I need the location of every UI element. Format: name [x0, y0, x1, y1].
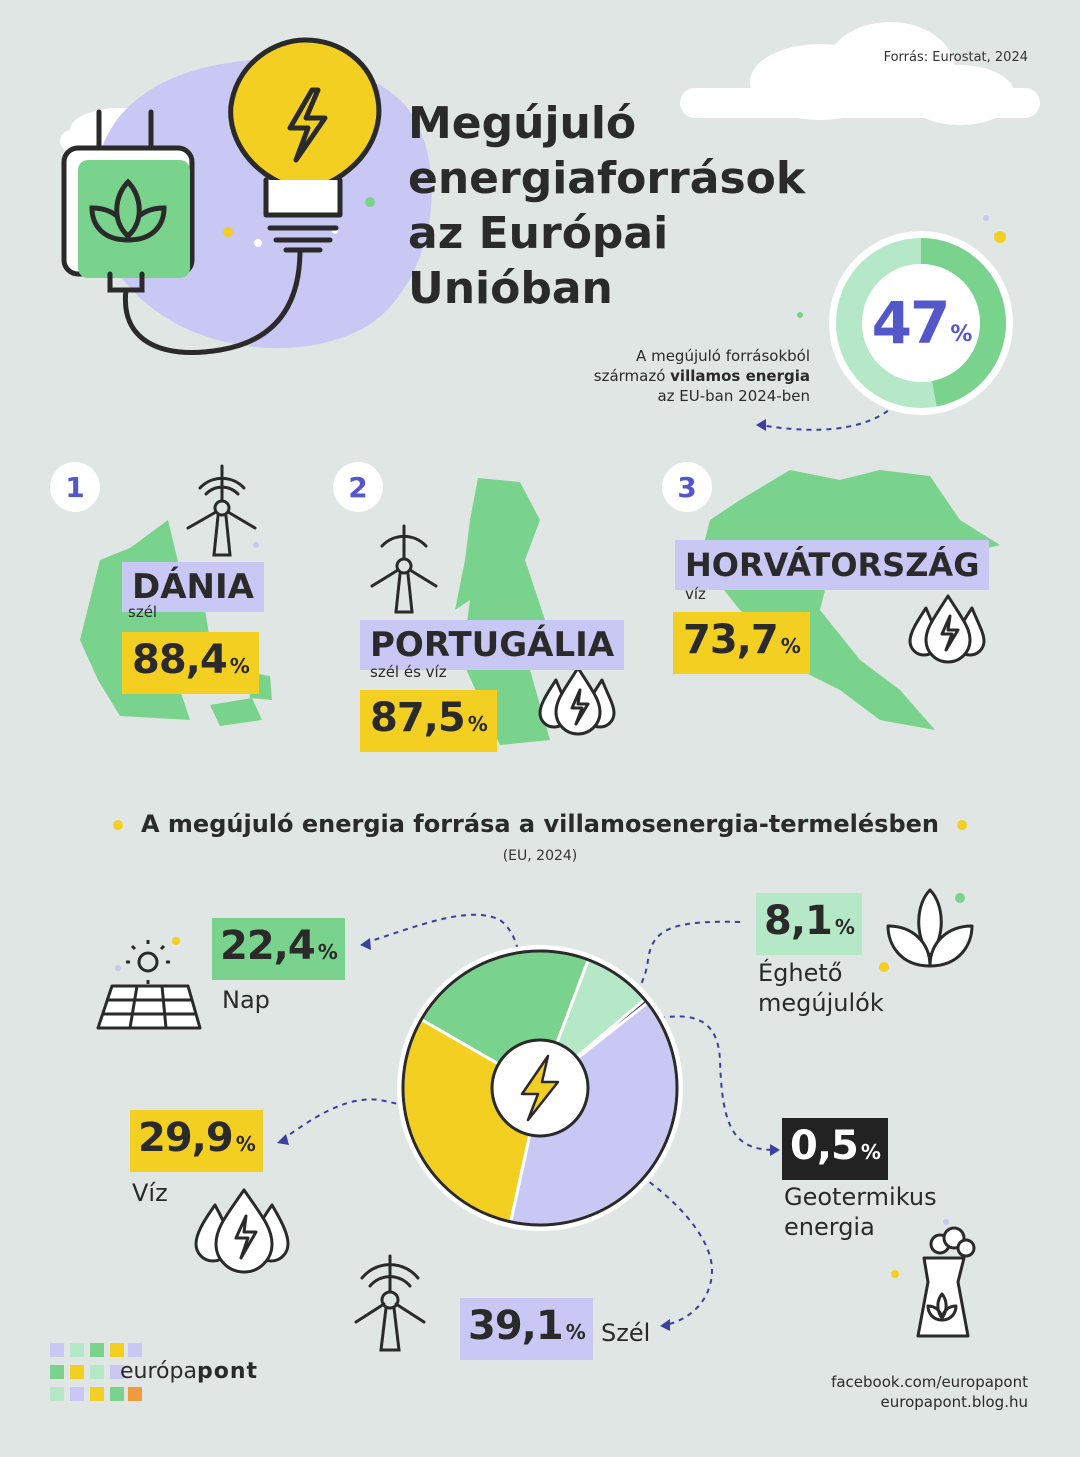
- footer-links: [831, 1372, 1028, 1412]
- facebook-link[interactable]: facebook.com/europapont: [831, 1373, 1028, 1391]
- country-unit: %: [467, 712, 487, 736]
- country-percentage: [673, 612, 810, 674]
- slice-value-label: [212, 918, 345, 980]
- slice-category-label: Nap: [222, 986, 270, 1014]
- chart-title: [0, 810, 1080, 838]
- water-drops-icon: [540, 668, 614, 734]
- wind-turbine-icon: [372, 526, 436, 612]
- slice-category-label: [784, 1182, 937, 1242]
- country-percentage: [122, 632, 259, 694]
- slice-unit: %: [565, 1320, 585, 1344]
- slice-category-label: Víz: [132, 1179, 168, 1207]
- slice-unit: %: [235, 1132, 255, 1156]
- slice-value: 29,9: [138, 1115, 233, 1161]
- country-source: szél és víz: [370, 663, 447, 681]
- country-unit: %: [229, 654, 249, 678]
- headline-note: [460, 346, 810, 406]
- slice-value-label: [460, 1298, 593, 1360]
- source-note: Forrás: Eurostat, 2024: [883, 50, 1028, 65]
- slice-unit: %: [860, 1140, 880, 1164]
- slice-unit: %: [834, 915, 854, 939]
- chart-title-text: A megújuló energia forrása a villamosenergia-termelésben: [140, 810, 940, 838]
- slice-category-label: [758, 958, 884, 1018]
- slice-value-label: [756, 893, 862, 955]
- wind-turbine-icon: [356, 1256, 424, 1350]
- title-line: az Európai: [408, 208, 669, 259]
- slice-label-line: Éghető: [758, 959, 843, 987]
- page-title: [408, 96, 805, 316]
- headline-note-line2-text: származó: [593, 367, 671, 385]
- slice-label-line: energia: [784, 1213, 875, 1241]
- headline-note-line2: [460, 366, 810, 386]
- bullet-dot: [957, 820, 967, 830]
- country-value: 88,4: [132, 637, 227, 683]
- headline-note-line3: az EU-ban 2024-ben: [657, 387, 810, 405]
- headline-unit: %: [950, 321, 971, 347]
- country-source: víz: [685, 585, 706, 603]
- solar-panel-icon: [98, 940, 200, 1028]
- water-drops-icon: [196, 1190, 288, 1272]
- brand-logo: [120, 1359, 258, 1384]
- country-name: DÁNIA: [122, 562, 264, 612]
- pie-chart: [395, 943, 685, 1233]
- title-line: energiaforrások: [408, 153, 806, 204]
- headline-note-bold: villamos energia: [670, 367, 810, 385]
- slice-value-label: [130, 1110, 263, 1172]
- country-name: PORTUGÁLIA: [360, 620, 624, 670]
- slice-label-line: megújulók: [758, 989, 884, 1017]
- country-value: 87,5: [370, 695, 465, 741]
- chart-subtitle: (EU, 2024): [502, 848, 578, 864]
- slice-value: 0,5: [790, 1123, 858, 1169]
- rank-badge: 3: [662, 462, 712, 512]
- blog-link[interactable]: europapont.blog.hu: [880, 1393, 1028, 1411]
- slice-value: 8,1: [764, 898, 832, 944]
- slice-value: 22,4: [220, 923, 315, 969]
- slice-unit: %: [317, 940, 337, 964]
- title-line: Megújuló: [408, 98, 637, 149]
- headline-percentage: [836, 238, 1006, 408]
- country-percentage: [360, 690, 497, 752]
- country-value: 73,7: [683, 617, 778, 663]
- headline-value: 47: [871, 289, 949, 357]
- brand-bold: pont: [196, 1359, 258, 1384]
- title-line: Unióban: [408, 263, 613, 314]
- slice-value: 39,1: [468, 1303, 563, 1349]
- slice-label-line: Geotermikus: [784, 1183, 937, 1211]
- brand-light: európa: [120, 1359, 197, 1384]
- croatia-map: [700, 470, 1000, 730]
- country-unit: %: [780, 634, 800, 658]
- country-name: HORVÁTORSZÁG: [675, 540, 989, 590]
- slice-category-label: Szél: [601, 1319, 651, 1347]
- rank-badge: 2: [333, 462, 383, 512]
- slice-value-label: [782, 1118, 888, 1180]
- headline-note-line1: A megújuló forrásokból: [636, 347, 810, 365]
- geothermal-plant-icon: [918, 1228, 974, 1336]
- rank-badge: 1: [50, 462, 100, 512]
- bullet-dot: [113, 820, 123, 830]
- country-source: szél: [128, 603, 158, 621]
- water-drops-icon: [910, 596, 984, 662]
- wind-turbine-icon: [188, 466, 255, 555]
